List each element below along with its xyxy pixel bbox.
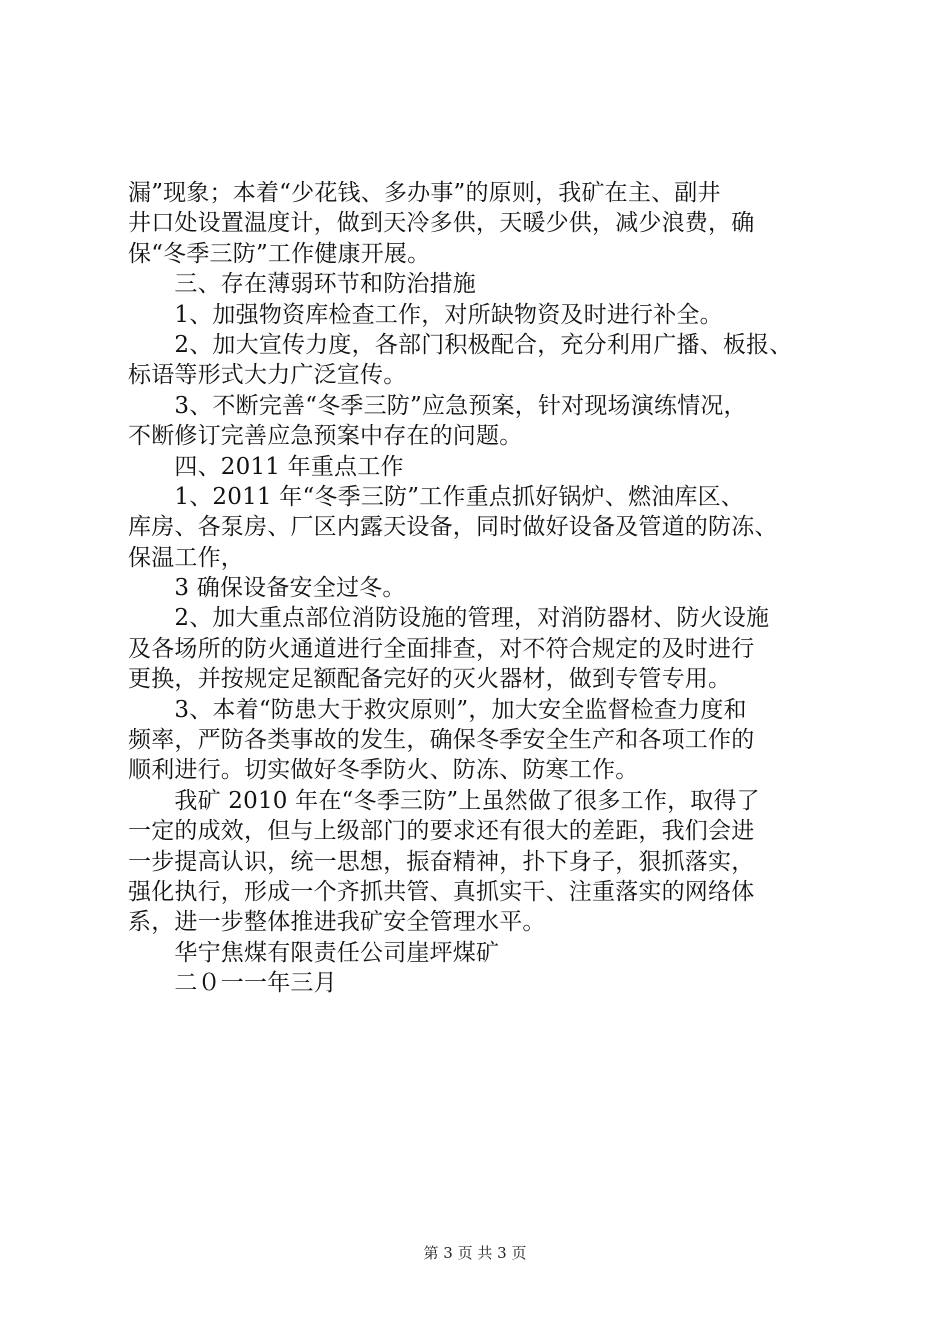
text-line: 1、加强物资库检查工作，对所缺物资及时进行补全。 [128,301,723,328]
text-line: 我矿 2010 年在“冬季三防”上虽然做了很多工作，取得了 [128,787,760,814]
text-line: 一定的成效，但与上级部门的要求还有很大的差距，我们会进 [128,818,755,845]
section-heading: 三、存在薄弱环节和防治措施 [128,271,476,298]
text-line: 3 确保设备安全过冬。 [128,575,406,602]
text-line: 3、不断完善“冬季三防”应急预案，针对现场演练情况， [128,392,747,419]
signature-date: 二０一一年三月 [128,970,337,997]
text-line: 2、加大重点部位消防设施的管理，对消防器材、防火设施 [128,605,770,632]
text-line: 顺利进行。切实做好冬季防火、防冻、防寒工作。 [128,757,639,784]
document-body [128,178,838,999]
text-line: 一步提高认识，统一思想，振奋精神，扑下身子，狠抓落实， [128,848,755,875]
text-line: 保“冬季三防”工作健康开展。 [128,240,431,267]
text-line: 库房、各泵房、厂区内露天设备，同时做好设备及管道的防冻、 [128,514,778,541]
text-line: 不断修订完善应急预案中存在的问题。 [128,423,523,450]
text-line: 更换，并按规定足额配备完好的灭火器材，做到专管专用。 [128,666,732,693]
signature-org: 华宁焦煤有限责任公司崖坪煤矿 [128,939,500,966]
text-line: 1、2011 年“冬季三防”工作重点抓好锅炉、燃油库区、 [128,483,744,510]
page-footer: 第 3 页 共 3 页 [423,1244,527,1262]
text-line: 强化执行，形成一个齐抓共管、真抓实干、注重落实的网络体 [128,878,755,905]
text-line: 2、加大宣传力度，各部门积极配合，充分利用广播、板报、 [128,331,793,358]
text-line: 井口处设置温度计，做到天冷多供，天暖少供，减少浪费，确 [128,210,755,237]
section-heading: 四、2011 年重点工作 [128,453,404,480]
text-line: 3、本着“防患大于救灾原则”，加大安全监督检查力度和 [128,696,747,723]
text-line: 漏”现象；本着“少花钱、多办事”的原则，我矿在主、副井 [128,180,721,206]
text-line: 标语等形式大力广泛宣传。 [128,362,407,389]
text-line: 系，进一步整体推进我矿安全管理水平。 [128,909,546,936]
text-line: 频率，严防各类事故的发生，确保冬季安全生产和各项工作的 [128,727,755,754]
text-line: 保温工作， [128,544,244,571]
text-line: 及各场所的防火通道进行全面排查，对不符合规定的及时进行 [128,635,755,662]
